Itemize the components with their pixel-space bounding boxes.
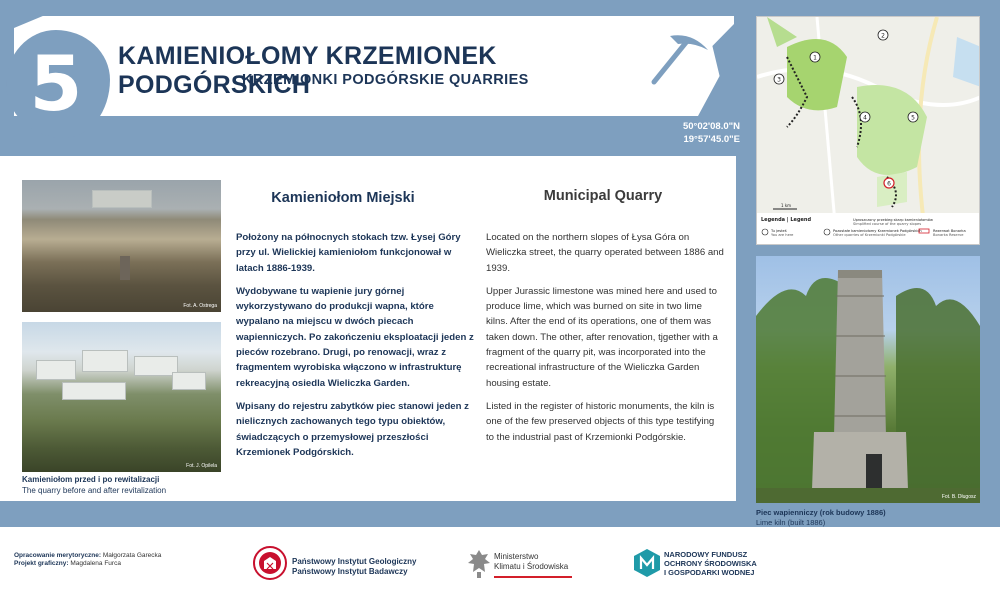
ministry-red-bar [494, 576, 572, 578]
paragraph: Wydobywane tu wapienie jury górnej wykorzystywano do produkcji wapna, które wypalano na miejscu w dwóch piecach wapienniczych. Po zakończeniu eksploatacji jeden z pieców rozebrano. Drugi, po renowacji, wraz z fragmentem wyrobiska włączono w infrastrukturę rekreacyjną osiedla Wieliczka Garden. [236, 285, 474, 389]
map-marker-5: 5 [911, 114, 915, 122]
nfosigw-logo-icon [632, 547, 662, 579]
legend-route-en: Simplified course of the quarry slopes [853, 222, 922, 226]
page-subtitle: KRZEMIONKI PODGÓRSKIE QUARRIES [242, 72, 529, 88]
paragraph: Położony na północnych stokach tzw. Łysej Góry przy ul. Wielickiej kamieniołom funkcjonował w latach 1886-1939. [236, 232, 461, 274]
legend-you-are-here: Tu jesteś [771, 229, 787, 233]
kiln-caption: Piec wapienniczy (rok budowy 1886) [756, 508, 886, 517]
pig-line-1: Państwowy Instytut Geologiczny [292, 557, 417, 566]
pickaxe-icon [648, 30, 712, 86]
eagle-emblem-icon [466, 548, 492, 580]
fund-line-1: NARODOWY FUNDUSZ [664, 550, 748, 559]
pig-logo-icon [252, 545, 288, 581]
english-text [486, 230, 724, 453]
paragraph: Listed in the register of historic monuments, the kiln is one of the few preserved objects of this type testifying to the industrial past of Krzemionki Podgórskie. [486, 400, 715, 443]
quarry-after-photo [22, 322, 221, 472]
credit-graphic-name: Magdalena Furca [70, 560, 121, 567]
latitude: 50°02'08.0"N [682, 121, 740, 132]
pig-name [292, 557, 442, 576]
credit-content-name: Małgorzata Garecka [102, 552, 162, 559]
ministry-line-1: Ministerstwo [494, 552, 539, 561]
paragraph: Located on the northern slopes of Łysa Góra on Wieliczka street, the quarry operated between 1886 and 1939. [486, 232, 724, 274]
paragraph: Wpisany do rejestru zabytków piec stanowi jeden z nielicznych zachowanych tego typu obiektów, świadczących o przemysłowej przeszłości Krzemionek Podgórskich. [236, 400, 469, 458]
fund-line-2: OCHRONY ŚRODOWISKA [664, 559, 757, 568]
quarry-before-photo [22, 180, 221, 312]
ministry-line-2: Klimatu i Środowiska [494, 561, 569, 571]
photo-credit: Fot. J. Opilela [186, 463, 217, 469]
legend-reserve-en: Bonarka Reserve [933, 233, 964, 237]
credit-graphic [14, 560, 234, 567]
map-legend-title: Legenda | Legend [761, 217, 812, 223]
pig-line-2: Państwowy Instytut Badawczy [292, 566, 408, 576]
longitude: 19°57'45.0"E [683, 134, 740, 145]
coordinates [640, 120, 740, 146]
legend-route: Uproszczony przebieg skarp kamieniołomów [853, 218, 933, 222]
english-heading: Municipal Quarry [543, 188, 663, 204]
stop-number: 5 [29, 39, 83, 128]
map-marker-6: 6 [887, 180, 891, 188]
credit-content-label: Opracowanie merytoryczne: [14, 552, 102, 559]
left-photo-caption-en: The quarry before and after revitalization [22, 486, 167, 495]
fund-name [664, 550, 784, 577]
credit-graphic-label: Projekt graficzny: [14, 560, 69, 567]
photo-credit: Fot. B. Długosz [941, 494, 976, 500]
lime-kiln-photo [756, 256, 980, 503]
map-graphic [757, 17, 980, 245]
legend-other-en: Other quarries of Krzemionki Podgórskie [833, 233, 906, 237]
legend-you-are-here-en: You are here [771, 233, 794, 237]
kiln-caption-en: Lime kiln (built 1886) [756, 518, 826, 527]
polish-heading: Kamieniołom Miejski [271, 190, 415, 206]
paragraph: Upper Jurassic limestone was mined here and used to produce lime, which was burned on site in two lime kilns. After the end of its operations, one of them was taken down. The other, after renovation, tjgether with a fragment of the quarry pit, was incorporated into the recreational infrastructure of the Wieliczka Garden housing estate. [486, 285, 718, 389]
map-scale: 1 km [781, 203, 792, 208]
map-marker-1: 1 [813, 54, 817, 62]
left-photo-caption: Kamieniołom przed i po rewitalizacji [22, 475, 160, 484]
polish-text [236, 230, 476, 468]
ministry-name [494, 552, 584, 571]
location-map [756, 16, 980, 245]
credit-content [14, 552, 234, 559]
fund-line-3: I GOSPODARKI WODNEJ [664, 568, 755, 577]
page-title: KAMIENIOŁOMY KRZEMIONEK PODGÓRSKICH [118, 42, 497, 99]
legend-other: Pozostałe kamieniołomy Krzemionek Podgórskich [833, 229, 922, 233]
legend-reserve: Rezerwat Bonarka [933, 229, 966, 233]
map-marker-4: 4 [863, 114, 867, 122]
photo-credit: Fot. A. Ostrega [183, 303, 217, 309]
map-marker-3: 3 [777, 76, 781, 84]
lime-kiln-illustration [756, 256, 980, 503]
map-marker-2: 2 [881, 32, 885, 40]
